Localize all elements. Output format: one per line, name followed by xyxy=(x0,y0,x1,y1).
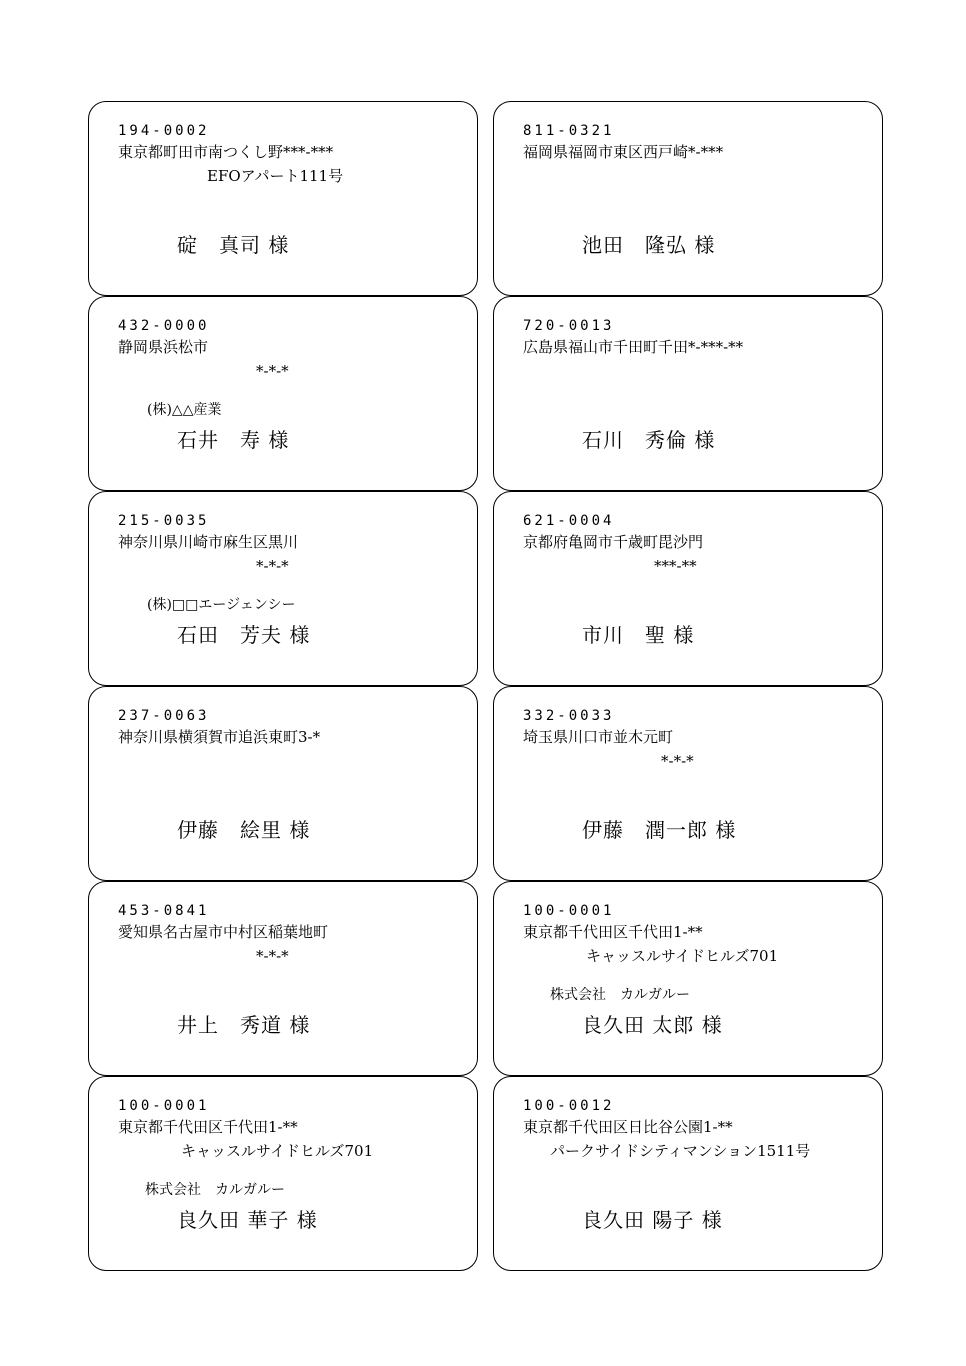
recipient-name: 石川 秀倫 様 xyxy=(582,428,716,452)
address-label xyxy=(88,296,478,491)
address-line-2: キャッスルサイドヒルズ701 xyxy=(181,1142,374,1160)
address-line-2: *-*-* xyxy=(256,947,289,965)
address-line-1: 埼玉県川口市並木元町 xyxy=(523,728,674,746)
recipient-name: 良久田 陽子 様 xyxy=(582,1208,723,1232)
postal-code: 332-0033 xyxy=(523,708,615,724)
postal-code: 215-0035 xyxy=(118,513,210,529)
address-label xyxy=(493,686,883,881)
address-label xyxy=(493,296,883,491)
company-name: 株式会社 カルガルー xyxy=(145,1182,285,1198)
address-line-1: 京都府亀岡市千歳町毘沙門 xyxy=(523,533,704,551)
address-line-1: 福岡県福岡市東区西戸崎*-*** xyxy=(523,143,724,161)
address-label xyxy=(88,101,478,296)
postal-code: 100-0012 xyxy=(523,1098,615,1114)
address-line-1: 静岡県浜松市 xyxy=(118,338,209,356)
postal-code: 621-0004 xyxy=(523,513,615,529)
recipient-name: 井上 秀道 様 xyxy=(177,1013,311,1037)
recipient-name: 石田 芳夫 様 xyxy=(177,623,311,647)
address-line-2: ***-** xyxy=(654,557,697,575)
address-line-2: キャッスルサイドヒルズ701 xyxy=(586,947,779,965)
recipient-name: 良久田 太郎 様 xyxy=(582,1013,723,1037)
recipient-name: 市川 聖 様 xyxy=(582,623,695,647)
address-label xyxy=(88,686,478,881)
address-line-2: EFOアパート111号 xyxy=(207,167,344,185)
address-line-1: 東京都千代田区日比谷公園1-** xyxy=(523,1118,733,1136)
address-label xyxy=(88,1076,478,1271)
postal-code: 720-0013 xyxy=(523,318,615,334)
address-line-2: パークサイドシティマンション1511号 xyxy=(550,1142,811,1160)
postal-code: 237-0063 xyxy=(118,708,210,724)
address-line-1: 神奈川県川崎市麻生区黒川 xyxy=(118,533,299,551)
recipient-name: 伊藤 潤一郎 様 xyxy=(582,818,737,842)
recipient-name: 良久田 華子 様 xyxy=(177,1208,318,1232)
company-name: (株)△△産業 xyxy=(147,402,222,418)
postal-code: 194-0002 xyxy=(118,123,210,139)
recipient-name: 石井 寿 様 xyxy=(177,428,290,452)
postal-code: 811-0321 xyxy=(523,123,615,139)
address-line-2: *-*-* xyxy=(256,557,289,575)
address-label xyxy=(88,491,478,686)
recipient-name: 碇 真司 様 xyxy=(177,233,290,257)
address-label xyxy=(493,881,883,1076)
postal-code: 100-0001 xyxy=(523,903,615,919)
recipient-name: 池田 隆弘 様 xyxy=(582,233,716,257)
address-line-1: 東京都千代田区千代田1-** xyxy=(523,923,703,941)
address-line-1: 愛知県名古屋市中村区稲葉地町 xyxy=(118,923,329,941)
address-line-1: 東京都千代田区千代田1-** xyxy=(118,1118,298,1136)
address-label xyxy=(493,491,883,686)
postal-code: 100-0001 xyxy=(118,1098,210,1114)
address-line-2: *-*-* xyxy=(256,362,289,380)
address-line-1: 広島県福山市千田町千田*-***-** xyxy=(523,338,744,356)
recipient-name: 伊藤 絵里 様 xyxy=(177,818,311,842)
postal-code: 432-0000 xyxy=(118,318,210,334)
address-line-2: *-*-* xyxy=(661,752,694,770)
address-label xyxy=(493,101,883,296)
address-label xyxy=(493,1076,883,1271)
address-label xyxy=(88,881,478,1076)
address-line-1: 神奈川県横須賀市追浜東町3-* xyxy=(118,728,321,746)
company-name: 株式会社 カルガルー xyxy=(550,987,690,1003)
company-name: (株)□□エージェンシー xyxy=(147,597,296,613)
postal-code: 453-0841 xyxy=(118,903,210,919)
address-line-1: 東京都町田市南つくし野***-*** xyxy=(118,143,334,161)
